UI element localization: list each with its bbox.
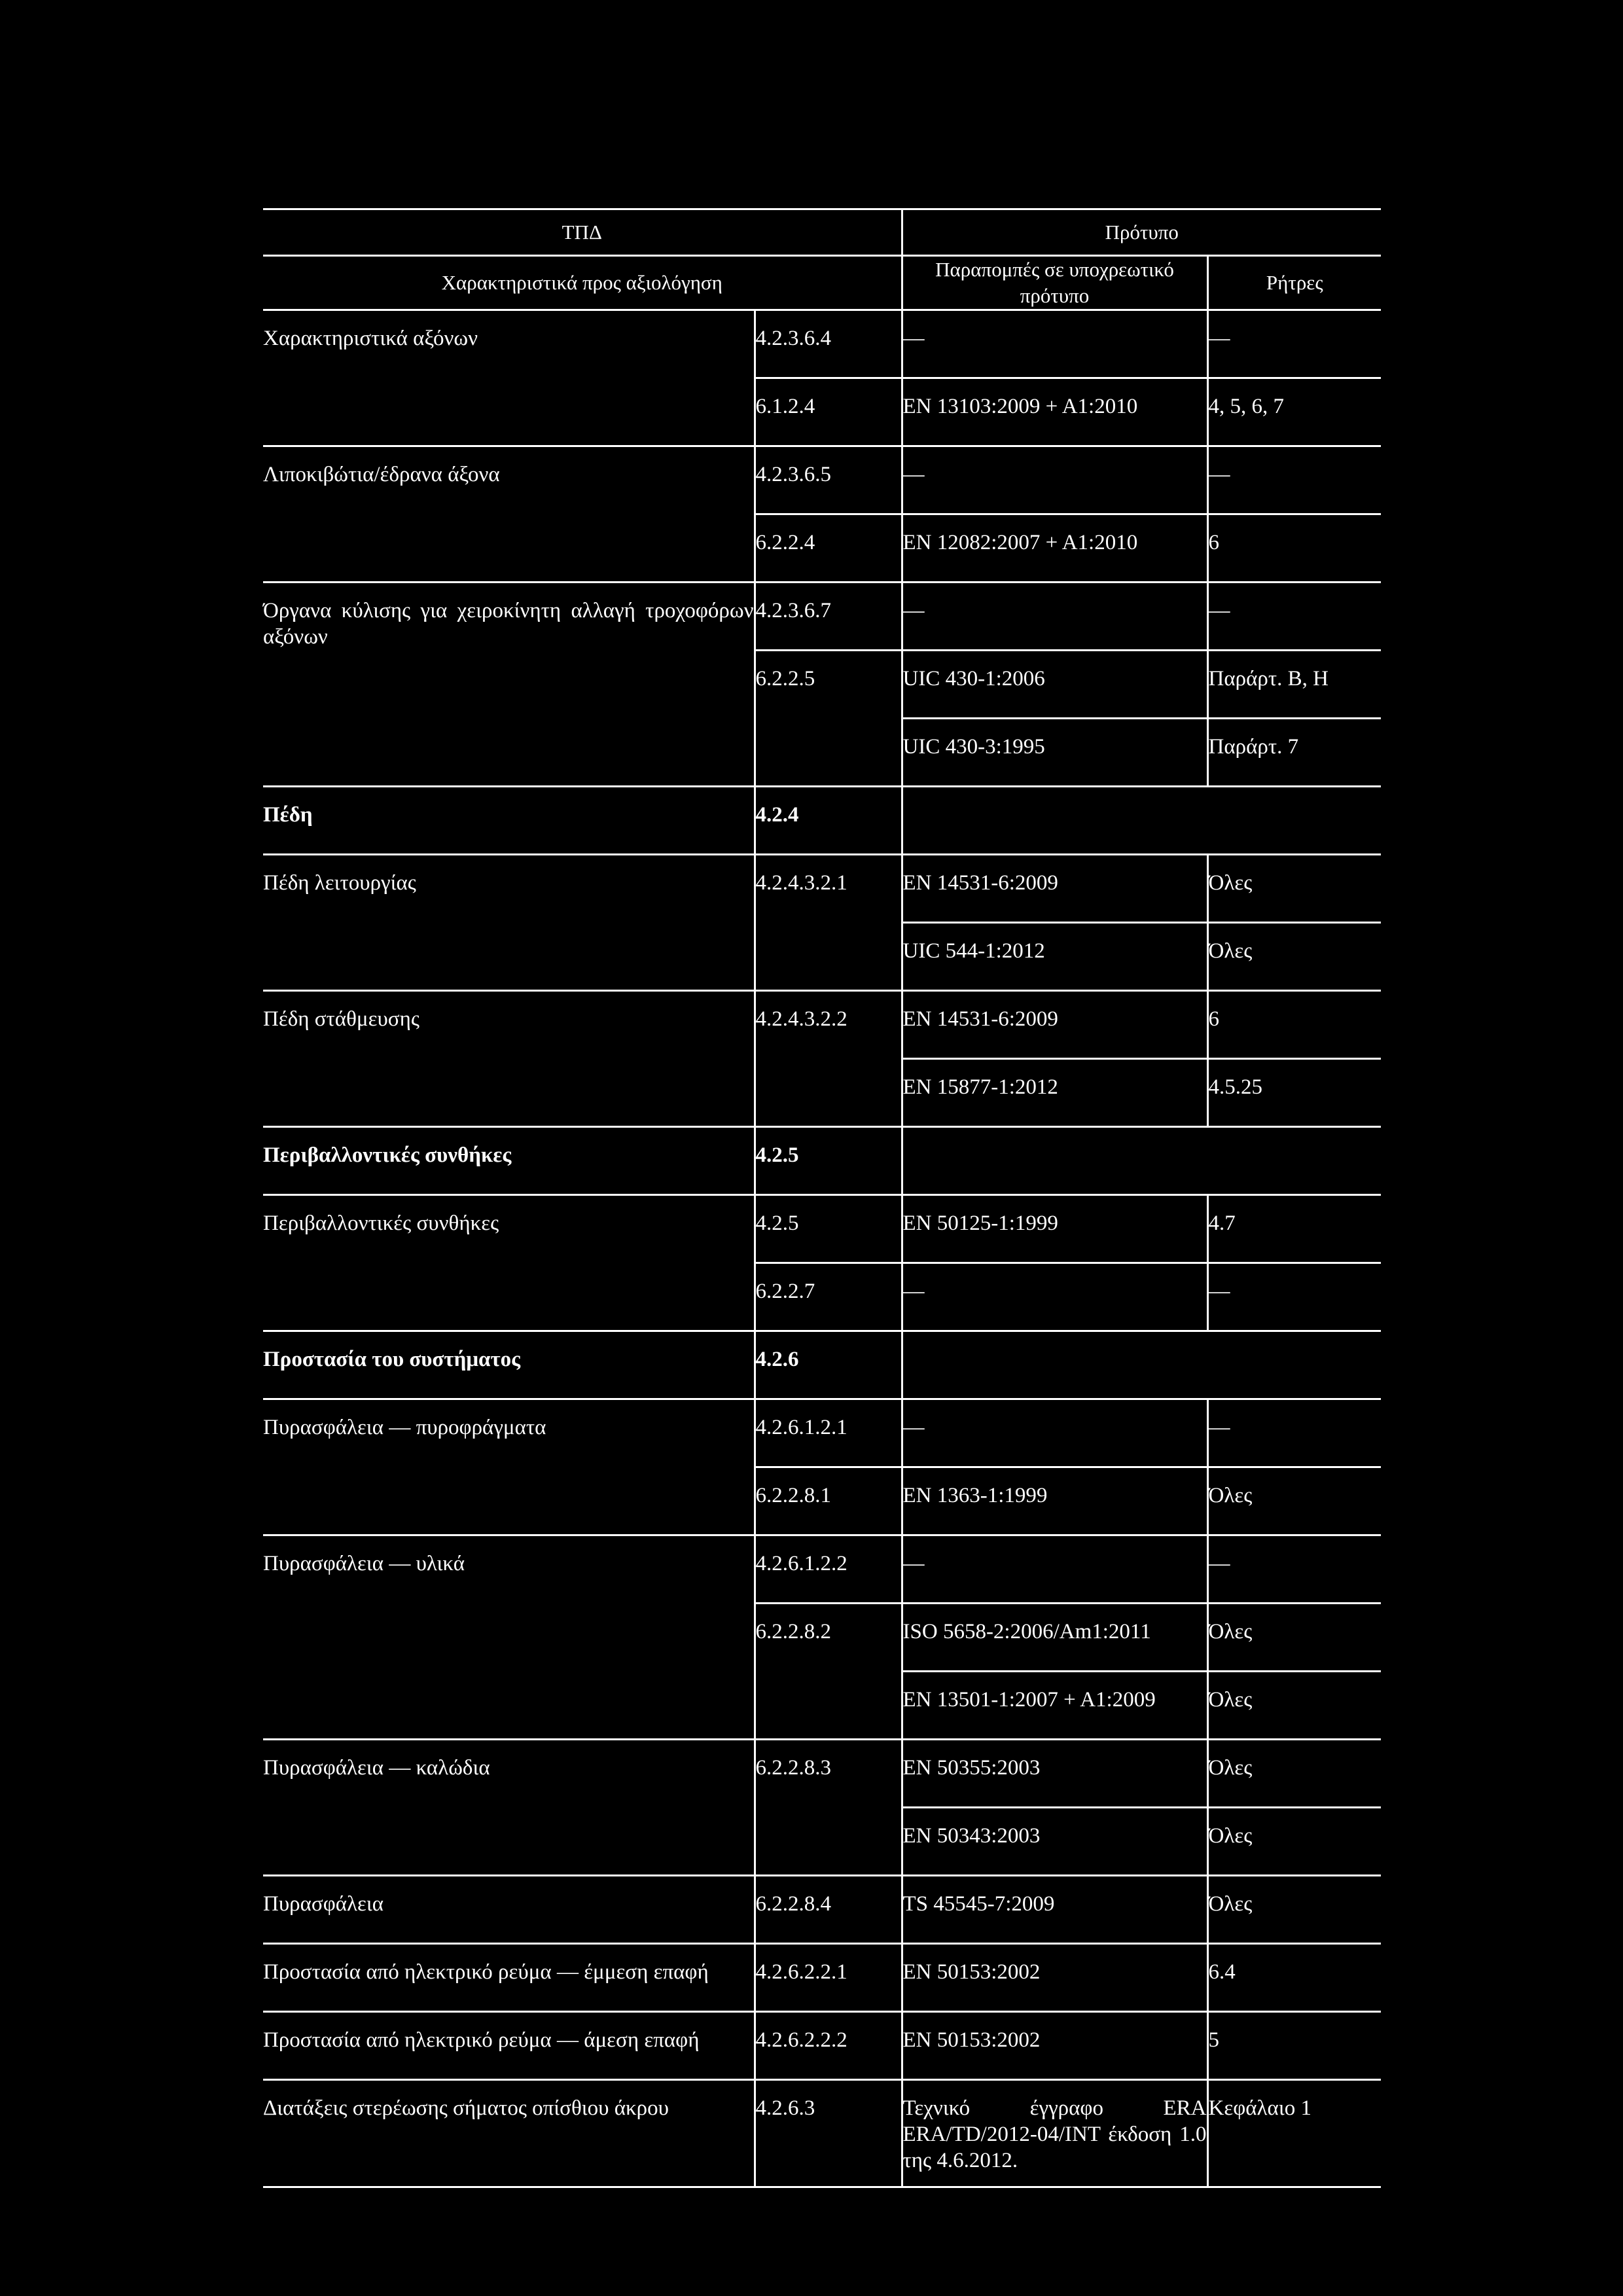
table-cell-tsi-clause: 4.2.6.1.2.2 <box>755 1535 902 1604</box>
table-cell-characteristic: Πυρασφάλεια — καλώδια <box>263 1740 755 1876</box>
table-cell-empty <box>902 1331 1381 1399</box>
table-cell-characteristic: Προστασία από ηλεκτρικό ρεύμα — άμεση επαφή <box>263 2012 755 2080</box>
table-cell-reference: EN 13103:2009 + A1:2010 <box>902 378 1207 446</box>
table-cell-clauses: 4.5.25 <box>1207 1059 1381 1127</box>
table-cell-characteristic: Διατάξεις στερέωσης σήματος οπίσθιου άκρου <box>263 2080 755 2187</box>
table-cell-clauses: 4, 5, 6, 7 <box>1207 378 1381 446</box>
header-tsi: ΤΠΔ <box>263 209 902 256</box>
table-cell-clauses: — <box>1207 1263 1381 1331</box>
header-standard: Πρότυπο <box>902 209 1381 256</box>
section-heading: Προστασία του συστήματος <box>263 1331 755 1399</box>
standards-page <box>263 208 1381 2188</box>
table-cell-clauses: 6.4 <box>1207 1944 1381 2012</box>
table-cell-clauses: Όλες <box>1207 1604 1381 1672</box>
table-cell-tsi-clause: 4.2.6.1.2.1 <box>755 1399 902 1467</box>
table-cell-clauses: Παράρτ. 7 <box>1207 719 1381 787</box>
table-cell-characteristic: Πέδη λειτουργίας <box>263 855 755 991</box>
table-cell-characteristic: Χαρακτηριστικά αξόνων <box>263 310 755 446</box>
section-clause: 4.2.4 <box>755 787 902 855</box>
table-cell-clauses: Όλες <box>1207 855 1381 923</box>
table-cell-tsi-clause: 6.2.2.8.4 <box>755 1876 902 1944</box>
header-characteristics: Χαρακτηριστικά προς αξιολόγηση <box>263 256 902 310</box>
table-cell-clauses: Όλες <box>1207 1876 1381 1944</box>
table-cell-characteristic: Περιβαλλοντικές συνθήκες <box>263 1195 755 1331</box>
table-cell-characteristic: Λιποκιβώτια/έδρανα άξονα <box>263 446 755 583</box>
table-cell-reference: EN 13501-1:2007 + A1:2009 <box>902 1672 1207 1740</box>
table-cell-tsi-clause: 4.2.6.2.2.1 <box>755 1944 902 2012</box>
header-clauses: Ρήτρες <box>1207 256 1381 310</box>
table-cell-characteristic: Όργανα κύλισης για χειροκίνητη αλλαγή τροχοφόρων αξόνων <box>263 583 755 787</box>
table-cell-clauses: Όλες <box>1207 923 1381 991</box>
table-cell-tsi-clause: 6.2.2.5 <box>755 651 902 787</box>
table-cell-clauses: 4.7 <box>1207 1195 1381 1263</box>
table-cell-clauses: Όλες <box>1207 1740 1381 1808</box>
table-cell-reference: EN 50153:2002 <box>902 2012 1207 2080</box>
table-cell-reference: UIC 430-1:2006 <box>902 651 1207 719</box>
table-cell-reference: TS 45545-7:2009 <box>902 1876 1207 1944</box>
table-cell-reference: — <box>902 310 1207 378</box>
table-cell-clauses: Κεφάλαιο 1 <box>1207 2080 1381 2187</box>
table-cell-reference: EN 50355:2003 <box>902 1740 1207 1808</box>
table-cell-tsi-clause: 4.2.4.3.2.1 <box>755 855 902 991</box>
section-heading: Περιβαλλοντικές συνθήκες <box>263 1127 755 1195</box>
table-cell-reference: EN 50343:2003 <box>902 1808 1207 1876</box>
table-cell-clauses: — <box>1207 1535 1381 1604</box>
table-cell-tsi-clause: 4.2.3.6.4 <box>755 310 902 378</box>
table-cell-reference: — <box>902 1263 1207 1331</box>
section-clause: 4.2.6 <box>755 1331 902 1399</box>
table-cell-reference: EN 14531-6:2009 <box>902 991 1207 1059</box>
table-cell-clauses: Όλες <box>1207 1672 1381 1740</box>
table-cell-reference: EN 14531-6:2009 <box>902 855 1207 923</box>
table-cell-characteristic: Πυρασφάλεια — πυροφράγματα <box>263 1399 755 1535</box>
table-cell-reference: UIC 544-1:2012 <box>902 923 1207 991</box>
table-cell-tsi-clause: 4.2.6.3 <box>755 2080 902 2187</box>
table-cell-characteristic: Πυρασφάλεια — υλικά <box>263 1535 755 1740</box>
table-cell-clauses: 5 <box>1207 2012 1381 2080</box>
table-cell-tsi-clause: 4.2.6.2.2.2 <box>755 2012 902 2080</box>
standards-table <box>263 208 1381 2188</box>
table-cell-characteristic: Προστασία από ηλεκτρικό ρεύμα — έμμεση επαφή <box>263 1944 755 2012</box>
table-cell-tsi-clause: 6.2.2.8.2 <box>755 1604 902 1740</box>
header-references: Παραπομπές σε υποχρεωτικό πρότυπο <box>902 256 1207 310</box>
table-cell-empty <box>902 787 1381 855</box>
table-cell-clauses: Όλες <box>1207 1467 1381 1535</box>
table-cell-tsi-clause: 6.2.2.8.3 <box>755 1740 902 1876</box>
table-cell-tsi-clause: 4.2.5 <box>755 1195 902 1263</box>
table-cell-clauses: — <box>1207 310 1381 378</box>
table-cell-characteristic: Πυρασφάλεια <box>263 1876 755 1944</box>
section-heading: Πέδη <box>263 787 755 855</box>
table-cell-clauses: Όλες <box>1207 1808 1381 1876</box>
table-cell-empty <box>902 1127 1381 1195</box>
table-cell-reference: — <box>902 1399 1207 1467</box>
table-cell-clauses: 6 <box>1207 514 1381 583</box>
table-cell-reference: EN 50153:2002 <box>902 1944 1207 2012</box>
table-cell-tsi-clause: 6.2.2.7 <box>755 1263 902 1331</box>
table-cell-reference: EN 1363-1:1999 <box>902 1467 1207 1535</box>
table-cell-clauses: Παράρτ. B, H <box>1207 651 1381 719</box>
table-cell-reference: Τεχνικό έγγραφο ERA ERA/TD/2012-04/INT έκδοση 1.0 της 4.6.2012. <box>902 2080 1207 2187</box>
table-cell-reference: EN 50125-1:1999 <box>902 1195 1207 1263</box>
section-clause: 4.2.5 <box>755 1127 902 1195</box>
table-cell-reference: ISO 5658-2:2006/Am1:2011 <box>902 1604 1207 1672</box>
table-cell-reference: — <box>902 1535 1207 1604</box>
table-cell-reference: — <box>902 583 1207 651</box>
table-cell-tsi-clause: 4.2.3.6.5 <box>755 446 902 514</box>
table-cell-tsi-clause: 6.2.2.8.1 <box>755 1467 902 1535</box>
table-cell-clauses: — <box>1207 1399 1381 1467</box>
table-cell-clauses: 6 <box>1207 991 1381 1059</box>
table-cell-reference: EN 15877-1:2012 <box>902 1059 1207 1127</box>
table-cell-clauses: — <box>1207 583 1381 651</box>
table-cell-reference: UIC 430-3:1995 <box>902 719 1207 787</box>
table-cell-reference: EN 12082:2007 + A1:2010 <box>902 514 1207 583</box>
table-cell-characteristic: Πέδη στάθμευσης <box>263 991 755 1127</box>
table-cell-clauses: — <box>1207 446 1381 514</box>
table-cell-tsi-clause: 4.2.4.3.2.2 <box>755 991 902 1127</box>
table-cell-reference: — <box>902 446 1207 514</box>
table-cell-tsi-clause: 4.2.3.6.7 <box>755 583 902 651</box>
table-cell-tsi-clause: 6.2.2.4 <box>755 514 902 583</box>
table-cell-tsi-clause: 6.1.2.4 <box>755 378 902 446</box>
